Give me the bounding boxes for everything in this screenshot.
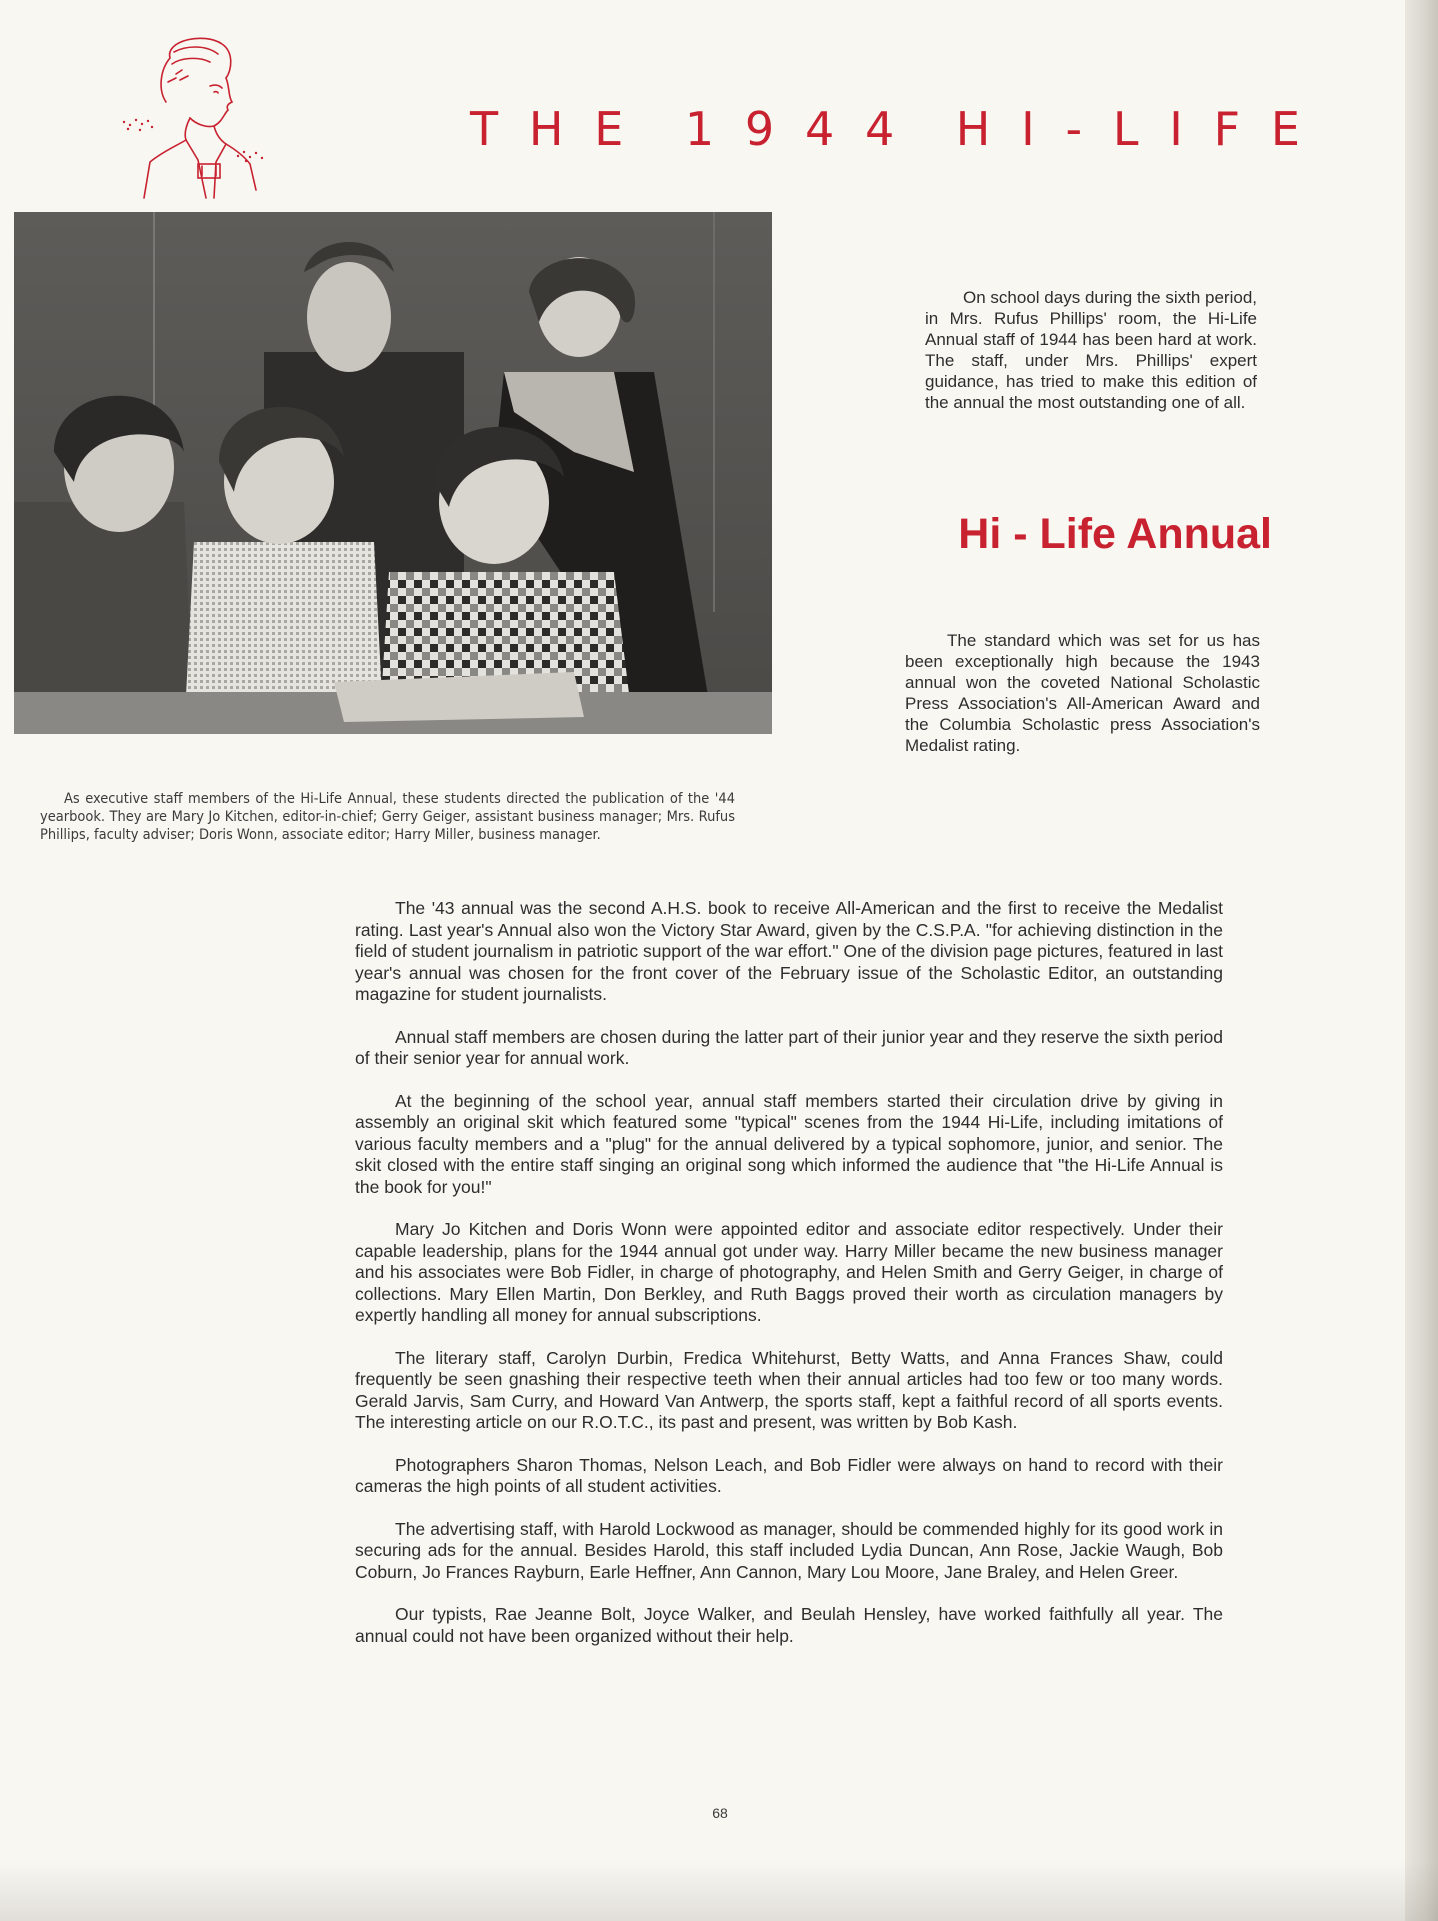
article-body [355, 898, 1223, 1668]
header-letter: 4 [864, 102, 895, 156]
body-paragraph: Mary Jo Kitchen and Doris Wonn were appointed editor and associate editor respectively. Under their capable leadership, plans for the 1944 annual got under way. Harry Miller became the new business manager and his associates were Bob Fidler, in charge of photography, and Helen Smith and Gerry Geiger, in charge of collections. Mary Ellen Martin, Don Berkley, and Ruth Baggs proved their worth as circulation managers by expertly handling all money for annual subscriptions. [355, 1219, 1223, 1325]
body-paragraph: The '43 annual was the second A.H.S. book to receive All-American and the first to receive the Medalist rating. Last year's Annual also won the Victory Star Award, given by the C.S.P.A. "for achieving distinction in the field of student journalism in patriotic support of the war effort." One of the division page pictures, featured in last year's annual was chosen for the front cover of the February issue of the Scholastic Editor, an outstanding magazine for student journalists. [355, 898, 1223, 1004]
header-letter: 9 [744, 102, 775, 156]
scan-shadow [0, 1861, 1438, 1921]
body-paragraph: The advertising staff, with Harold Lockwood as manager, should be commended highly for its good work in securing ads for the annual. Besides Harold, this staff included Lydia Duncan, Ann Rose, Jackie Waugh, Bob Coburn, Jo Frances Rayburn, Earle Heffner, Ann Cannon, Mary Lou Moore, Jane Braley, and Helen Greer. [355, 1518, 1223, 1582]
header-letter: I [1169, 102, 1183, 156]
header-letter: H [955, 102, 991, 156]
staff-photo [14, 212, 772, 734]
body-paragraph: Photographers Sharon Thomas, Nelson Leach, and Bob Fidler were always on hand to record with their cameras the high points of all student activities. [355, 1454, 1223, 1496]
intro-paragraph: On school days during the sixth period, in Mrs. Rufus Phillips' room, the Hi-Life Annual staff of 1944 has been hard at work. The staff, under Mrs. Phillips' expert guidance, has tried to make this edition of the annual the most outstanding one of all. [925, 288, 1257, 412]
mascot-portrait-icon [110, 30, 270, 205]
header-letter: 4 [804, 102, 835, 156]
standard-paragraph: The standard which was set for us has been exceptionally high because the 1943 annual won the coveted National Scholastic Press Association's All-American Award and the Columbia Scholastic press Association's Medalist rating. [905, 631, 1260, 755]
header-letter: H [528, 102, 564, 156]
page-number: 68 [712, 1805, 728, 1821]
header-letter: - [1065, 102, 1083, 156]
header-letter: 1 [684, 102, 715, 156]
header-letter: E [594, 102, 624, 156]
page-header-title [470, 102, 1300, 156]
header-letter: F [1213, 102, 1241, 156]
body-paragraph: Our typists, Rae Jeanne Bolt, Joyce Walker, and Beulah Hensley, have worked faithfully all year. The annual could not have been organized without their help. [355, 1604, 1223, 1646]
page-edge-binding [1405, 0, 1438, 1921]
header-letter: E [1270, 102, 1300, 156]
body-paragraph: At the beginning of the school year, annual staff members started their circulation drive by giving in assembly an original skit which featured some "typical" scenes from the 1944 Hi-Life, including imitations of various faculty members and a "plug" for the annual delivered by a typical sophomore, junior, and senior. The skit closed with the entire staff singing an original song which informed the audience that "the Hi-Life Annual is the book for you!" [355, 1090, 1223, 1197]
body-paragraph: Annual staff members are chosen during the latter part of their junior year and they reserve the sixth period of their senior year for annual work. [355, 1026, 1223, 1068]
header-letter: L [1112, 102, 1139, 156]
body-paragraph: The literary staff, Carolyn Durbin, Fredica Whitehurst, Betty Watts, and Anna Frances Shaw, could frequently be seen gnashing their respective teeth when their annual articles had too few or too many words. Gerald Jarvis, Sam Curry, and Howard Van Antwerp, the sports staff, kept a faithful record of all sports events. The interesting article on our R.O.T.C., its past and present, was written by Bob Kash. [355, 1347, 1223, 1432]
photo-caption: As executive staff members of the Hi-Life Annual, these students directed the publication of the '44 yearbook. They are Mary Jo Kitchen, editor-in-chief; Gerry Geiger, assistant business manager; Mrs. Rufus Phillips, faculty adviser; Doris Wonn, associate editor; Harry Miller, business manager. [40, 791, 735, 843]
header-letter: T [470, 102, 499, 156]
section-heading: Hi - Life Annual [958, 510, 1272, 558]
header-letter: I [1021, 102, 1035, 156]
